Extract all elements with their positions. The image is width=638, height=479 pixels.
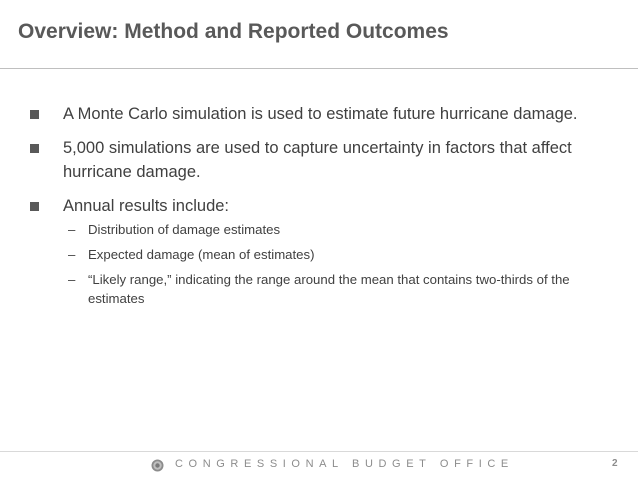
- sub-bullet-text: “Likely range,” indicating the range around the mean that contains two-thirds of the estimates: [88, 272, 570, 306]
- bullet-list: [30, 102, 610, 314]
- square-bullet-icon: [30, 110, 39, 119]
- sub-bullet-item: [63, 220, 610, 239]
- bullet-item: [30, 136, 610, 184]
- bullet-text: A Monte Carlo simulation is used to estimate future hurricane damage.: [63, 105, 578, 123]
- slide-title: Overview: Method and Reported Outcomes: [18, 20, 449, 43]
- dash-bullet-icon: –: [68, 222, 76, 237]
- bullet-text: 5,000 simulations are used to capture uncertainty in factors that affect hurricane damage.: [63, 139, 572, 181]
- title-divider: [0, 68, 638, 69]
- sub-bullet-text: Expected damage (mean of estimates): [88, 247, 315, 262]
- square-bullet-icon: [30, 202, 39, 211]
- footer-divider: [0, 451, 638, 452]
- sub-bullet-item: [63, 245, 610, 264]
- bullet-item: [30, 102, 610, 126]
- sub-bullet-list: [30, 220, 610, 308]
- sub-bullet-item: [63, 270, 610, 308]
- cbo-seal-icon: [151, 459, 164, 472]
- footer-organization: CONGRESSIONAL BUDGET OFFICE: [175, 458, 514, 470]
- sub-bullet-text: Distribution of damage estimates: [88, 222, 281, 237]
- square-bullet-icon: [30, 144, 39, 153]
- page-number: 2: [612, 458, 618, 469]
- dash-bullet-icon: –: [68, 247, 76, 262]
- bullet-item: [30, 194, 610, 218]
- dash-bullet-icon: –: [68, 272, 76, 287]
- bullet-text: Annual results include:: [63, 197, 230, 215]
